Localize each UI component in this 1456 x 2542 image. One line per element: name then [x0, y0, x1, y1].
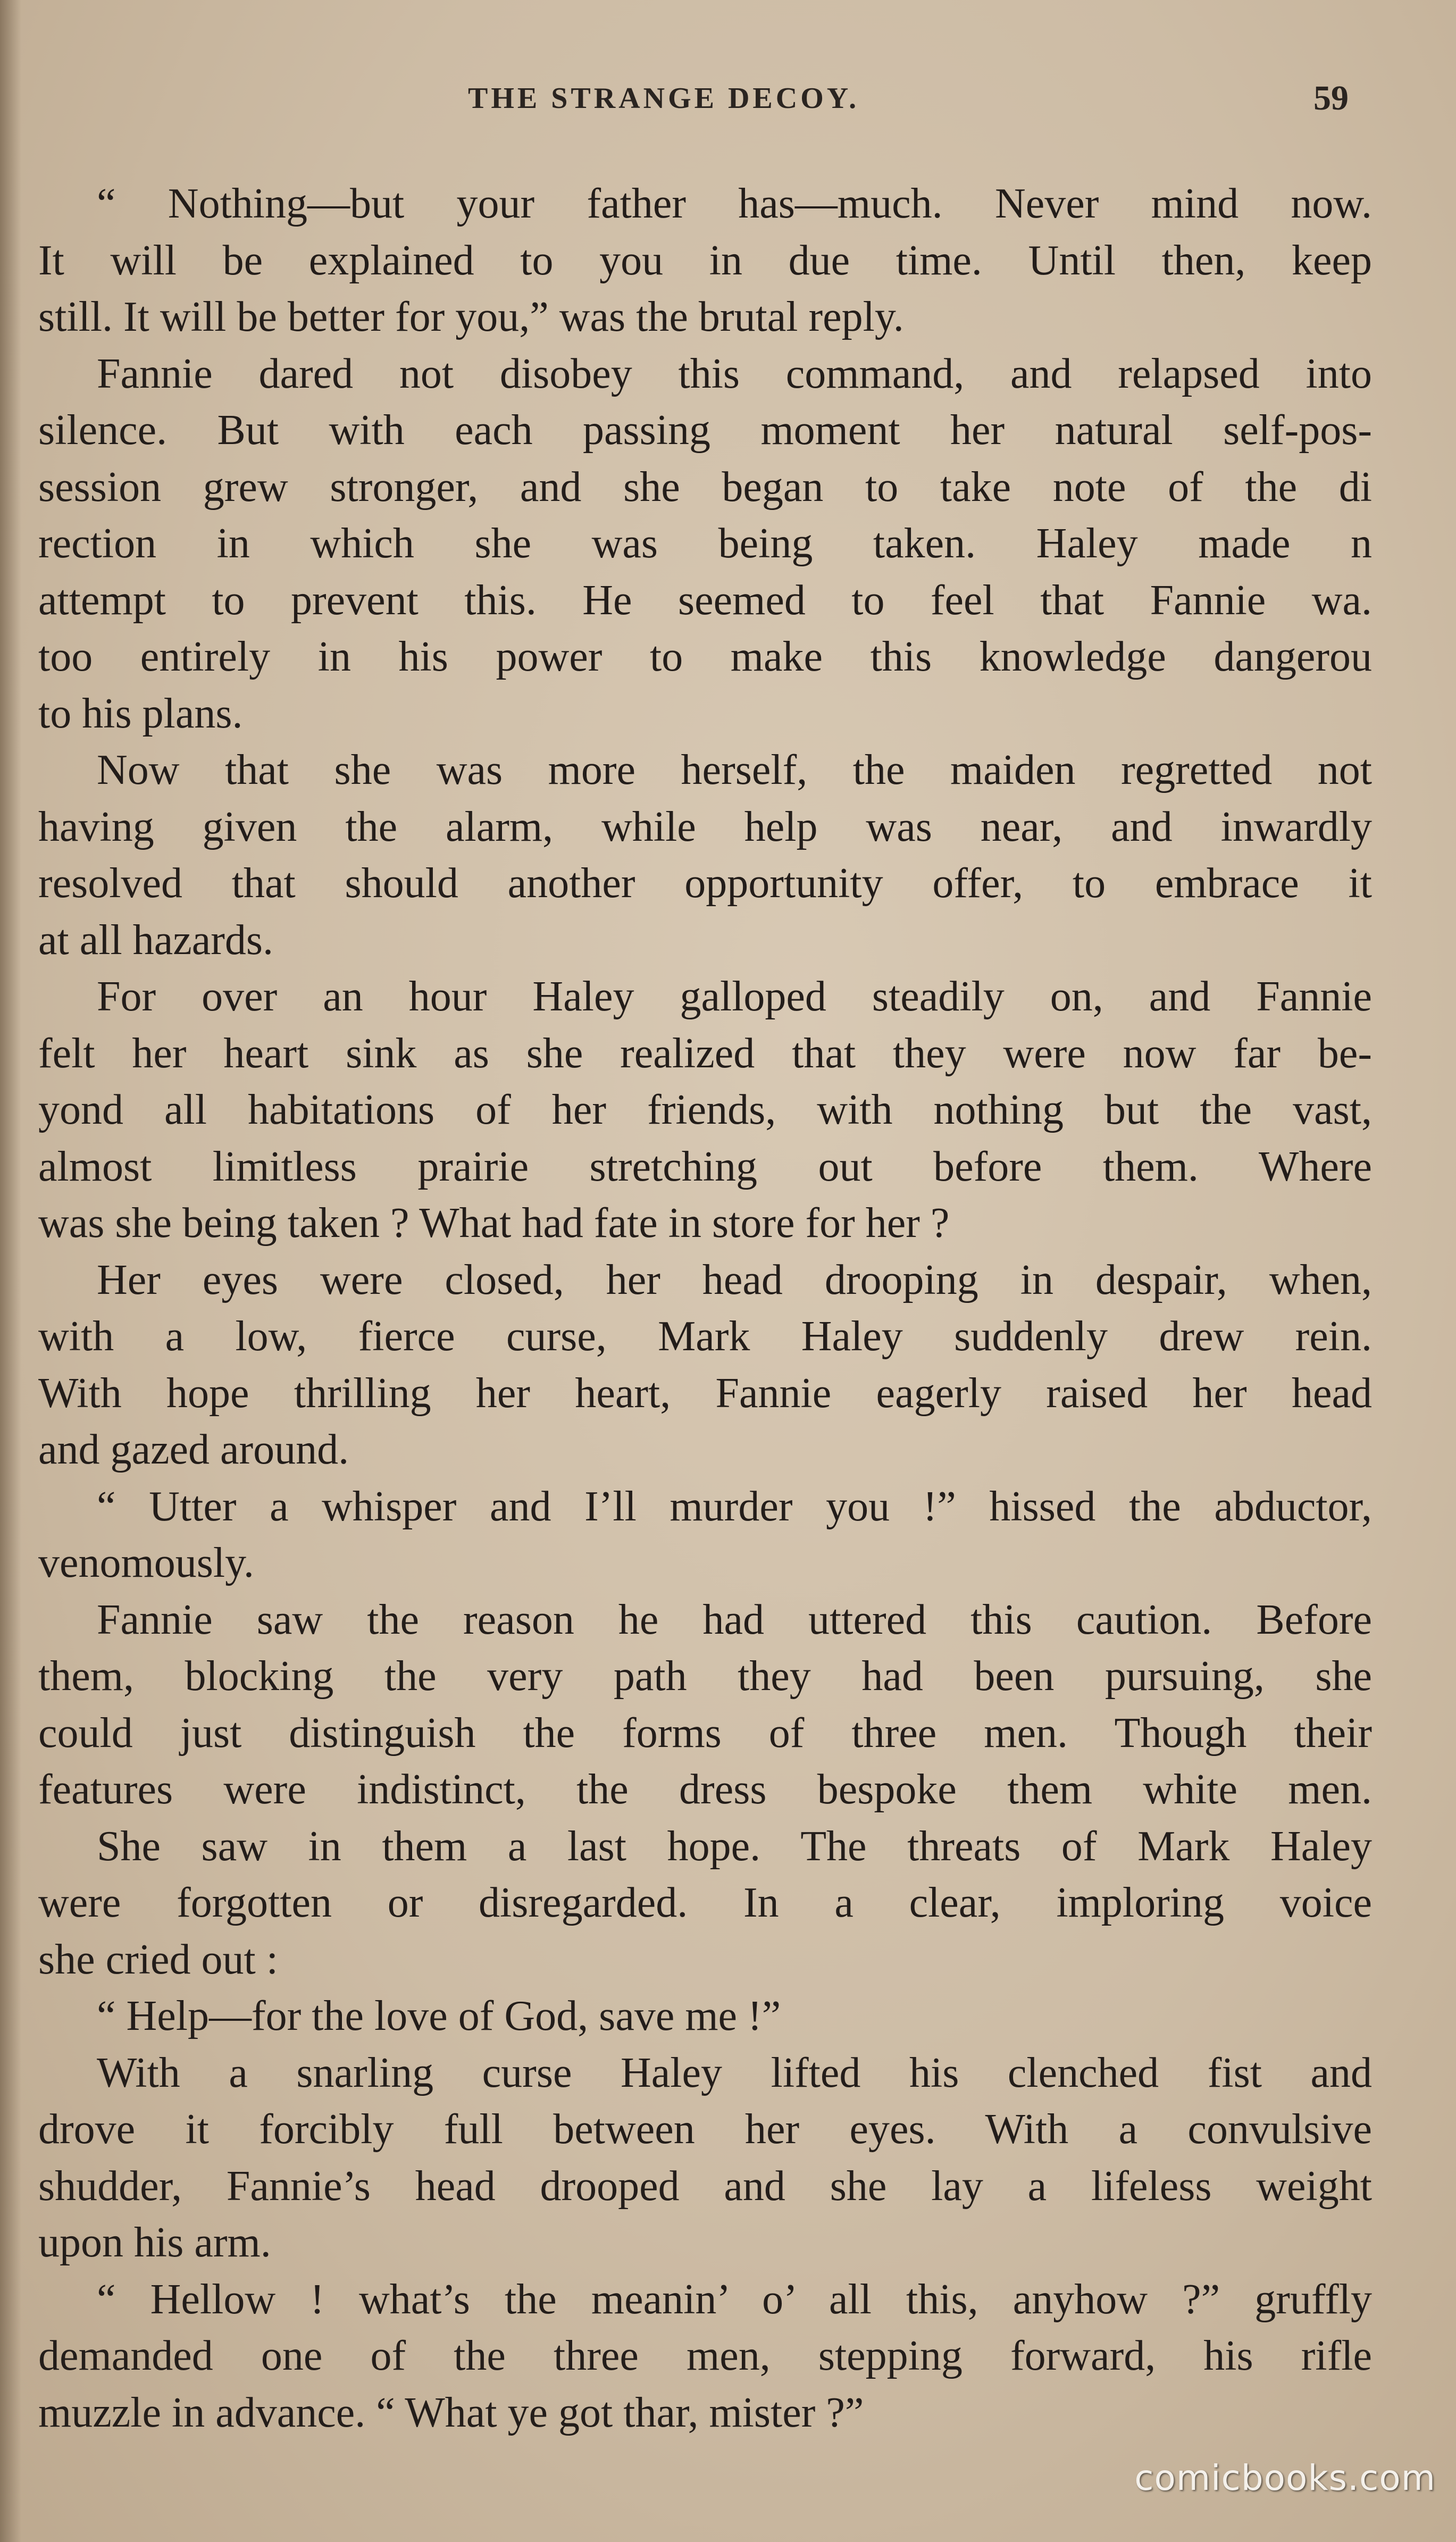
text-line: rection in which she was being taken. Haley made n	[38, 520, 1372, 567]
text-line: attempt to prevent this. He seemed to feel that Fannie wa.	[38, 576, 1372, 624]
text-line: at all hazards.	[38, 916, 273, 964]
text-line: “ Nothing—but your father has—much. Never mind now.	[97, 180, 1372, 227]
text-line: She saw in them a last hope. The threats of Mark Haley	[97, 1822, 1372, 1870]
text-line: venomously.	[38, 1540, 254, 1586]
running-head	[0, 74, 1456, 122]
text-line: silence. But with each passing moment her natural self-pos-	[38, 407, 1372, 454]
text-line: “ Help—for the love of God, save me !”	[97, 1993, 781, 2039]
text-line: having given the alarm, while help was near, and inwardly	[38, 803, 1372, 850]
text-line: session grew stronger, and she began to take note of the di	[38, 463, 1372, 511]
text-line: and gazed around.	[38, 1426, 349, 1473]
text-line: features were indistinct, the dress bespoke them white men.	[38, 1766, 1372, 1813]
text-line: With hope thrilling her heart, Fannie eagerly raised her head	[38, 1369, 1372, 1417]
text-line: to his plans.	[38, 690, 243, 737]
body-text	[38, 175, 1372, 2441]
text-line: yond all habitations of her friends, with nothing but the vast,	[38, 1086, 1372, 1133]
text-line: It will be explained to you in due time. Until then, keep	[38, 237, 1372, 284]
text-line: demanded one of the three men, stepping forward, his rifle	[38, 2332, 1372, 2379]
text-line: too entirely in his power to make this knowledge dangerou	[38, 633, 1372, 680]
text-line: them, blocking the very path they had been pursuing, she	[38, 1653, 1372, 1700]
text-line: was she being taken ? What had fate in store for her ?	[38, 1200, 950, 1247]
text-line: she cried out :	[38, 1936, 278, 1983]
text-line: Now that she was more herself, the maiden regretted not	[97, 747, 1372, 793]
text-line: Fannie dared not disobey this command, and relapsed into	[97, 350, 1372, 397]
text-line: shudder, Fannie’s head drooped and she lay a lifeless weight	[38, 2162, 1372, 2210]
text-line: still. It will be better for you,” was the brutal reply.	[38, 294, 904, 340]
text-line: Fannie saw the reason he had uttered this caution. Before	[97, 1596, 1372, 1643]
text-line: felt her heart sink as she realized that they were now far be-	[38, 1030, 1372, 1077]
text-line: With a snarling curse Haley lifted his clenched fist and	[97, 2049, 1372, 2096]
text-line: resolved that should another opportunity offer, to embrace it	[38, 860, 1372, 907]
text-line: For over an hour Haley galloped steadily on, and Fannie	[97, 973, 1372, 1020]
text-line: muzzle in advance. “ What ye got thar, mister ?”	[38, 2389, 864, 2436]
text-line: Her eyes were closed, her head drooping in despair, when,	[97, 1256, 1372, 1303]
running-title: THE STRANGE DECOY.	[468, 82, 860, 115]
text-line: with a low, fierce curse, Mark Haley suddenly drew rein.	[38, 1313, 1372, 1360]
text-line: “ Utter a whisper and I’ll murder you !” hissed the abductor,	[97, 1483, 1372, 1530]
page-number: 59	[1313, 79, 1349, 118]
text-line: almost limitless prairie stretching out before them. Where	[38, 1143, 1372, 1190]
text-line: could just distinguish the forms of three men. Though their	[38, 1709, 1372, 1757]
text-line: “ Hellow ! what’s the meanin’ o’ all this, anyhow ?” gruffly	[97, 2276, 1372, 2323]
watermark-text: comicbooks.com	[1134, 2457, 1436, 2498]
page-gutter-shadow	[0, 0, 21, 2542]
text-line: upon his arm.	[38, 2219, 271, 2266]
text-line: drove it forcibly full between her eyes. With a convulsive	[38, 2106, 1372, 2153]
text-line: were forgotten or disregarded. In a clear, imploring voice	[38, 1879, 1372, 1926]
